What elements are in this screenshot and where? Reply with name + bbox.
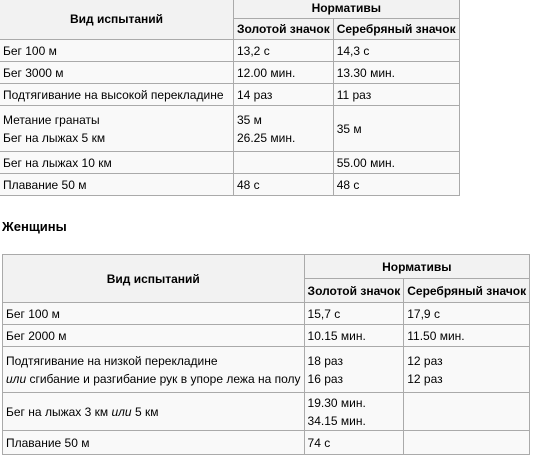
gold-value-cell: [234, 174, 334, 196]
header-gold: Золотой значок: [234, 19, 334, 40]
table-row: [0, 40, 459, 62]
gold-value-line: 19.30 мин.: [307, 395, 366, 410]
test-name-line: Подтягивание на низкой перекладине: [6, 353, 218, 368]
gold-value-cell: [234, 152, 334, 174]
connective-word: или: [111, 404, 132, 419]
header-silver: Серебряный значок: [333, 19, 459, 40]
test-name-line: Бег 3000 м: [3, 65, 64, 80]
connective-word: или: [6, 371, 27, 386]
header-standards: Нормативы: [304, 255, 530, 279]
silver-value-line: 12 раз: [407, 371, 443, 386]
test-name-cell: [0, 106, 234, 152]
gold-value-cell: [234, 62, 334, 84]
header-silver: Серебряный значок: [404, 279, 530, 303]
silver-value-line: 35 м: [336, 121, 362, 136]
gold-value-cell: [234, 106, 334, 152]
gold-value-cell: [304, 431, 404, 455]
gold-value-line: 26.25 мин.: [237, 130, 296, 145]
test-name-cell: [0, 62, 234, 84]
gold-value-line: 10.15 мин.: [307, 328, 366, 343]
silver-value-line: 11 раз: [336, 87, 372, 102]
test-name-cell: [0, 84, 234, 106]
test-name-cell: [0, 152, 234, 174]
test-name-line: Бег на лыжах 5 км: [3, 130, 106, 145]
women-standards-table: [2, 254, 530, 455]
table-row: [3, 325, 530, 347]
silver-value-line: 17,9 с: [407, 306, 440, 321]
silver-value-line: 55.00 мин.: [336, 155, 395, 170]
table-row: [3, 347, 530, 393]
test-name-line: Бег на лыжах 10 км: [3, 155, 112, 170]
test-name-line: или сгибание и разгибание рук в упоре лежа на полу: [6, 371, 301, 386]
gold-value-line: 34.15 мин.: [307, 413, 366, 428]
silver-value-line: 14,3 с: [336, 43, 370, 58]
silver-value-cell: [333, 84, 459, 106]
test-name-line: Подтягивание на высокой перекладине: [3, 87, 224, 102]
test-name-cell: [3, 303, 305, 325]
silver-value-cell: [404, 325, 530, 347]
header-test-type: Вид испытаний: [3, 255, 305, 303]
silver-value-line: 12 раз: [407, 353, 443, 368]
silver-value-cell: [333, 152, 459, 174]
silver-value-cell: [404, 347, 530, 393]
gold-value-cell: [304, 347, 404, 393]
gold-value-cell: [234, 40, 334, 62]
table-row: [0, 84, 459, 106]
test-name-line: Бег 100 м: [6, 306, 60, 321]
men-standards-table: [0, 0, 460, 196]
test-name-line: Бег 100 м: [3, 43, 57, 58]
silver-value-cell: [333, 174, 459, 196]
gold-value-line: 48 с: [237, 177, 260, 192]
gold-value-line: 74 с: [307, 435, 331, 450]
gold-value-cell: [304, 393, 404, 431]
silver-value-cell: [333, 62, 459, 84]
test-name-cell: [0, 174, 234, 196]
silver-value-cell: [333, 40, 459, 62]
women-heading: Женщины: [2, 219, 67, 234]
gold-value-cell: [234, 84, 334, 106]
gold-value-line: 16 раз: [307, 371, 343, 386]
header-standards: Нормативы: [234, 0, 460, 19]
header-gold: Золотой значок: [304, 279, 404, 303]
table-row: [0, 152, 459, 174]
gold-value-line: 12.00 мин.: [237, 65, 296, 80]
gold-value-line: 35 м: [237, 112, 262, 127]
gold-value-line: 18 раз: [307, 353, 343, 368]
table-row: [0, 106, 459, 152]
gold-value-line: 13,2 с: [237, 43, 270, 58]
table-row: [3, 431, 530, 455]
test-name-cell: [3, 393, 305, 431]
silver-value-line: 11.50 мин.: [407, 328, 465, 343]
table-row: [3, 393, 530, 431]
test-name-line: Плавание 50 м: [3, 177, 87, 192]
table-row: [0, 62, 459, 84]
gold-value-cell: [304, 325, 404, 347]
gold-value-cell: [304, 303, 404, 325]
table-row: [3, 303, 530, 325]
silver-value-cell: [404, 431, 530, 455]
header-test-type: Вид испытаний: [0, 0, 234, 40]
silver-value-line: 48 с: [336, 177, 360, 192]
gold-value-line: 15,7 с: [307, 306, 341, 321]
test-name-line: Метание гранаты: [3, 112, 100, 127]
test-name-cell: [0, 40, 234, 62]
gold-value-line: 14 раз: [237, 87, 273, 102]
silver-value-cell: [333, 106, 459, 152]
silver-value-line: 13.30 мин.: [336, 65, 395, 80]
test-name-line: Бег 2000 м: [6, 328, 67, 343]
test-name-cell: [3, 431, 305, 455]
silver-value-cell: [404, 393, 530, 431]
test-name-line: Бег на лыжах 3 км или 5 км: [6, 404, 159, 419]
silver-value-cell: [404, 303, 530, 325]
test-name-line: Плавание 50 м: [6, 435, 90, 450]
test-name-cell: [3, 347, 305, 393]
table-row: [0, 174, 459, 196]
test-name-cell: [3, 325, 305, 347]
